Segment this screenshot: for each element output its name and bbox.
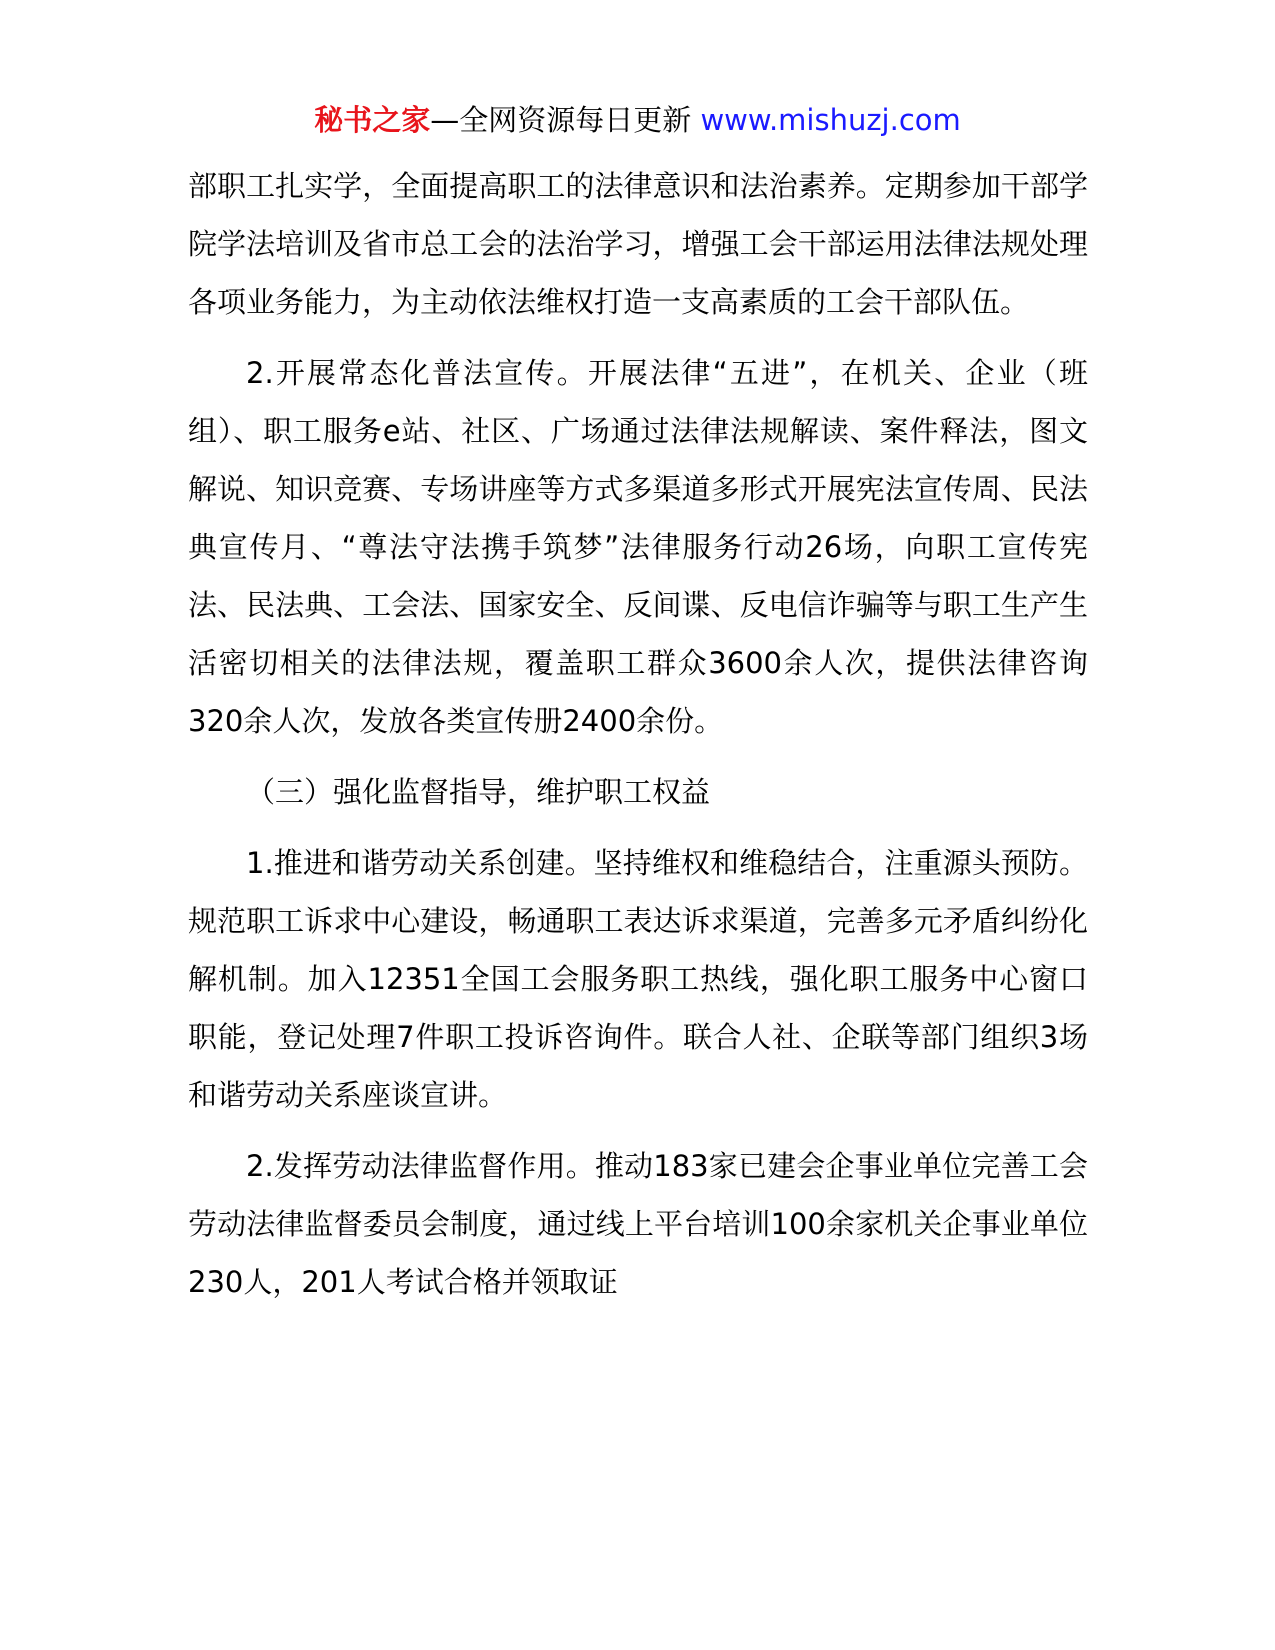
document-body xyxy=(188,157,1088,1311)
site-url-link[interactable]: www.mishuzj.com xyxy=(700,103,961,137)
paragraph-labor-relations: 1.推进和谐劳动关系创建。坚持维权和维稳结合，注重源头预防。规范职工诉求中心建设，畅通职工表达诉求渠道，完善多元矛盾纠纷化解机制。加入12351全国工会服务职工热线，强化职工服务中心窗口职能，登记处理7件职工投诉咨询件。联合人社、企联等部门组织3场和谐劳动关系座谈宣讲。 xyxy=(188,846,1088,1112)
paragraph-legal-publicity: 2.开展常态化普法宣传。开展法律“五进”，在机关、企业（班组）、职工服务e站、社区、广场通过法律法规解读、案件释法，图文解说、知识竞赛、专场讲座等方式多渠道多形式开展宪法宣传周、民法典宣传月、“尊法守法携手筑梦”法律服务行动26场，向职工宣传宪法、民法典、工会法、国家安全、反间谍、反电信诈骗等与职工生产生活密切相关的法律法规，覆盖职工群众3600余人次，提供法律咨询320余人次，发放各类宣传册2400余份。 xyxy=(188,356,1088,738)
paragraph-training-continued: 部职工扎实学，全面提高职工的法律意识和法治素养。定期参加干部学院学法培训及省市总工会的法治学习，增强工会干部运用法律法规处理各项业务能力，为主动依法维权打造一支高素质的工会干部队伍。 xyxy=(188,169,1088,319)
section-heading-supervision: （三）强化监督指导，维护职工权益 xyxy=(246,775,711,809)
paragraph-labor-law-supervision: 2.发挥劳动法律监督作用。推动183家已建会企事业单位完善工会劳动法律监督委员会制度，通过线上平台培训100余家机关企事业单位230人，201人考试合格并领取证 xyxy=(188,1149,1088,1299)
brand-tagline: —全网资源每日更新 xyxy=(430,103,692,137)
watermark-header xyxy=(0,100,1275,140)
brand-name: 秘书之家 xyxy=(314,103,431,137)
